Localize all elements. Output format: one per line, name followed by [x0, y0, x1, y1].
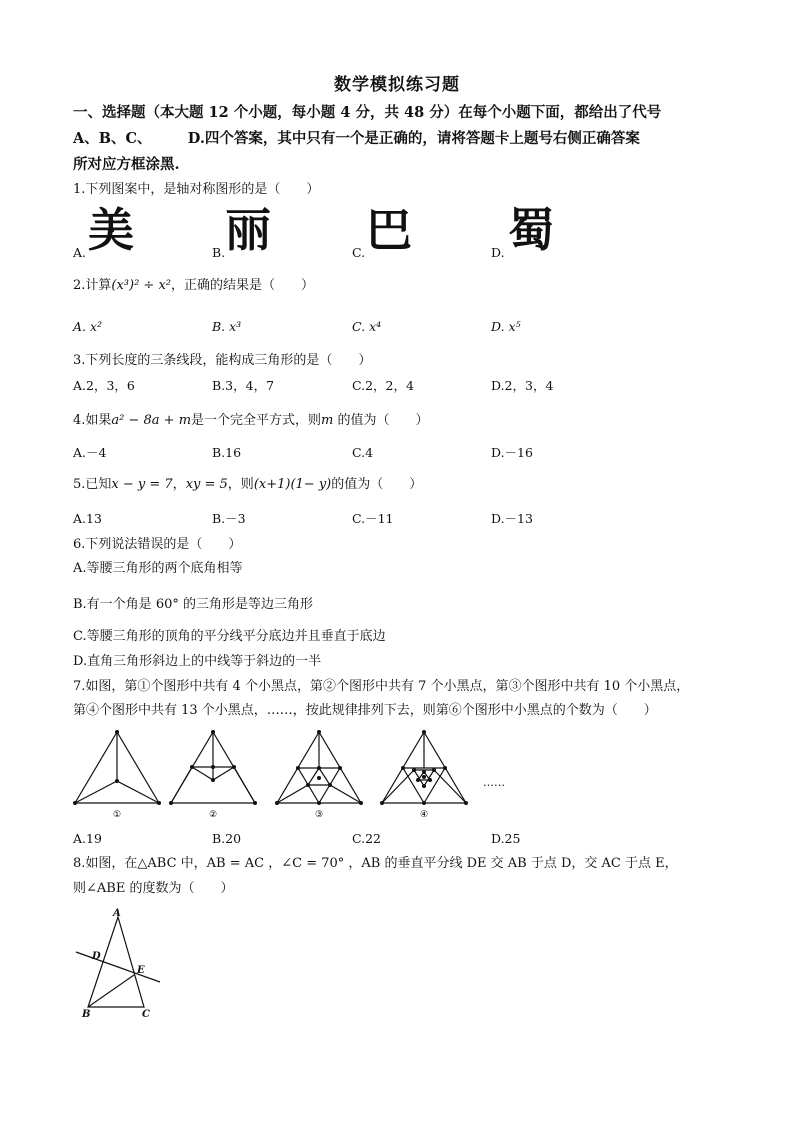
q3-stem: 3.下列长度的三条线段，能构成三角形的是（ ） [73, 353, 372, 368]
q5-option-d: D.－13 [491, 511, 533, 526]
q5-expression-2: xy = 5 [185, 477, 228, 492]
q6-option-a: A.等腰三角形的两个底角相等 [73, 561, 243, 576]
q2-option-d: D. x⁵ [491, 319, 521, 334]
q7-stem-line-1: 7.如图，第①个图形中共有 4 个小黑点，第②个图形中共有 7 个小黑点，第③个图形中共有 10 个小黑点， [73, 679, 690, 694]
q7-label-2: ② [208, 810, 218, 820]
q7-label-1: ① [112, 810, 122, 820]
q8-label-e: E [137, 965, 145, 976]
q3-option-c: C.2，2，4 [352, 378, 414, 393]
q4-expression: a² − 8a + m [111, 413, 192, 428]
q5-expression-3: (x+1)(1− y) [253, 477, 332, 492]
q8-label-b: B [82, 1009, 91, 1020]
q3-option-b: B.3，4，7 [212, 378, 275, 393]
q5-option-c: C.－11 [352, 511, 394, 526]
q1-glyph-d: 蜀 [508, 203, 554, 257]
q2-expression: (x³)² ÷ x² [111, 278, 172, 293]
q4-option-b: B.16 [212, 445, 242, 460]
q8-label-a: A [113, 908, 121, 919]
q7-option-a: A.19 [73, 831, 102, 846]
q4-variable: m [321, 413, 334, 428]
q5-option-a: A.13 [73, 511, 102, 526]
q1-option-b: B. [212, 245, 226, 260]
q1-option-c: C. [352, 245, 366, 260]
q1-stem: 1.下列图案中，是轴对称图形的是（ ） [73, 182, 320, 197]
q2-option-c: C. x⁴ [352, 319, 382, 334]
q4-option-d: D.－16 [491, 445, 533, 460]
q3-option-d: D.2，3，4 [491, 378, 554, 393]
q4-option-c: C.4 [352, 445, 374, 460]
q4-option-a: A.－4 [73, 445, 107, 460]
q5-stem-post: 的值为（ ） [331, 477, 423, 492]
q3-option-a: A.2，3，6 [73, 378, 135, 393]
q7-ellipsis: …… [483, 776, 505, 789]
q6-option-c: C.等腰三角形的顶角的平分线平分底边并且垂直于底边 [73, 629, 386, 644]
q7-label-3: ③ [314, 810, 324, 820]
q8-stem-line-1: 8.如图，在△ABC 中，AB = AC ，∠C = 70° ，AB 的垂直平分线 DE 交 AB 于点 D，交 AC 于点 E， [73, 856, 678, 871]
q5-option-b: B.－3 [212, 511, 246, 526]
q2-stem-post: ，正确的结果是（ ） [171, 278, 315, 293]
q7-figure-4 [382, 732, 466, 803]
q5-stem-pre: 5.已知 [73, 477, 112, 492]
q7-figure-1 [75, 732, 159, 803]
q4-stem-post: 的值为（ ） [333, 413, 429, 428]
q6-stem: 6.下列说法错误的是（ ） [73, 537, 242, 552]
page-title: 数学模拟练习题 [334, 75, 460, 95]
q1-option-a: A. [73, 245, 87, 260]
q4-stem-mid: 是一个完全平方式，则 [191, 413, 322, 428]
instructions-line-1: 一、选择题（本大题 12 个小题，每小题 4 分，共 48 分）在每个小题下面，都给出了代号 [73, 104, 662, 121]
q2-option-b: B. x³ [212, 319, 242, 334]
q5-expression-1: x − y = 7 [111, 477, 173, 492]
q7-label-4: ④ [419, 810, 429, 820]
instructions-line-3: 所对应方框涂黑. [73, 156, 180, 173]
q7-option-d: D.25 [491, 831, 521, 846]
q7-option-b: B.20 [212, 831, 242, 846]
q8-label-c: C [142, 1009, 150, 1020]
q7-option-c: C.22 [352, 831, 381, 846]
q1-glyph-b: 丽 [225, 203, 271, 257]
q8-triangle-figure [70, 905, 170, 1020]
q1-glyph-a: 美 [88, 203, 134, 257]
q5-stem-sep: ， [172, 477, 186, 492]
q8-label-d: D [92, 951, 101, 962]
q6-option-b: B.有一个角是 60° 的三角形是等边三角形 [73, 597, 313, 612]
q6-option-d: D.直角三角形斜边上的中线等于斜边的一半 [73, 654, 322, 669]
q2-option-a: A. x² [73, 319, 103, 334]
q1-glyph-c: 巴 [366, 203, 412, 257]
instructions-line-2: A、B、C、 D.四个答案，其中只有一个是正确的，请将答题卡上题号右侧正确答案 [73, 130, 640, 147]
q7-stem-line-2: 第④个图形中共有 13 个小黑点，……，按此规律排列下去，则第⑥个图形中小黑点的个数为（ ） [73, 703, 657, 718]
q5-stem-mid: ，则 [227, 477, 254, 492]
q8-stem-line-2: 则∠ABE 的度数为（ ） [73, 881, 234, 896]
q2-stem-pre: 2.计算 [73, 278, 112, 293]
q4-stem-pre: 4.如果 [73, 413, 112, 428]
q1-option-d: D. [491, 245, 505, 260]
